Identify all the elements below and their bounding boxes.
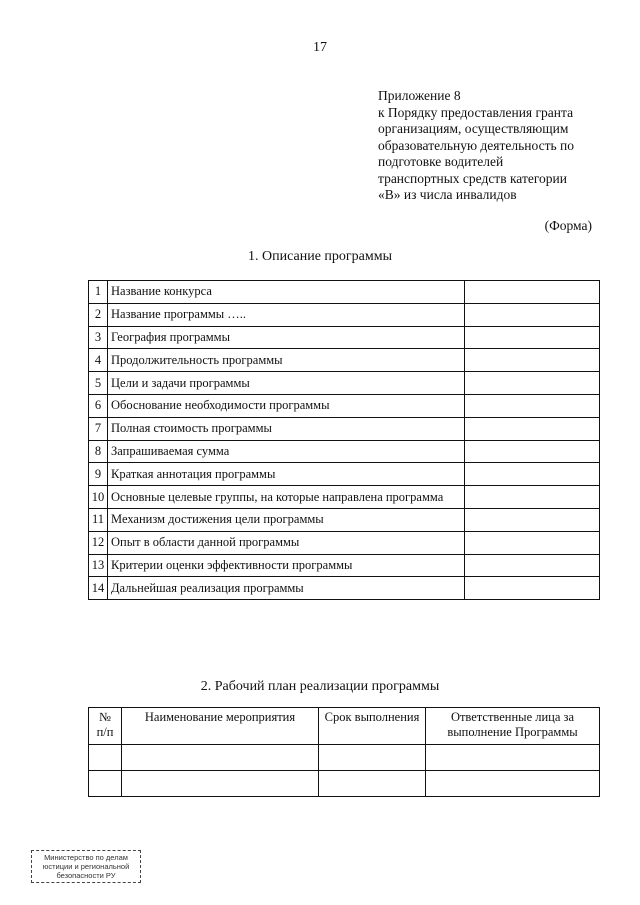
header-responsible	[426, 708, 600, 745]
table-row	[89, 486, 600, 509]
appendix-block	[378, 88, 608, 204]
row-label: Обоснование необходимости программы	[108, 394, 465, 417]
header-number-line1: №	[99, 710, 111, 724]
section-title-description: 1. Описание программы	[248, 249, 392, 264]
header-number-line2: п/п	[96, 725, 114, 739]
row-number: 1	[89, 281, 108, 304]
row-number: 13	[89, 554, 108, 577]
cell-responsible[interactable]	[426, 771, 600, 797]
row-value-cell[interactable]	[465, 303, 600, 326]
row-number: 9	[89, 463, 108, 486]
row-value-cell[interactable]	[465, 417, 600, 440]
row-label: Критерии оценки эффективности программы	[108, 554, 465, 577]
row-label: Полная стоимость программы	[108, 417, 465, 440]
table-row	[89, 440, 600, 463]
row-value-cell[interactable]	[465, 463, 600, 486]
row-label: География программы	[108, 326, 465, 349]
header-responsible-line1: Ответственные лица за	[450, 710, 575, 724]
cell-number[interactable]	[89, 771, 122, 797]
section-title-work-plan: 2. Рабочий план реализации программы	[200, 679, 440, 694]
row-label: Запрашиваемая сумма	[108, 440, 465, 463]
stamp-line: безопасности РУ	[56, 871, 116, 880]
row-label: Дальнейшая реализация программы	[108, 577, 465, 600]
header-activity-name: Наименование мероприятия	[122, 708, 319, 745]
row-number: 14	[89, 577, 108, 600]
row-value-cell[interactable]	[465, 554, 600, 577]
table-row	[89, 281, 600, 304]
table-row	[89, 771, 600, 797]
table-row	[89, 745, 600, 771]
row-value-cell[interactable]	[465, 486, 600, 509]
row-value-cell[interactable]	[465, 577, 600, 600]
header-number	[89, 708, 122, 745]
page-number: 17	[313, 40, 327, 55]
cell-deadline[interactable]	[319, 771, 426, 797]
row-label: Название конкурса	[108, 281, 465, 304]
cell-activity-name[interactable]	[122, 771, 319, 797]
row-number: 4	[89, 349, 108, 372]
appendix-line: Приложение 8	[378, 88, 461, 103]
table-row	[89, 326, 600, 349]
row-label: Краткая аннотация программы	[108, 463, 465, 486]
header-responsible-line2: выполнение Программы	[447, 725, 578, 739]
row-label: Название программы …..	[108, 303, 465, 326]
appendix-line: к Порядку предоставления гранта	[378, 104, 574, 120]
table-header-row	[89, 708, 600, 745]
program-description-table	[88, 280, 600, 600]
table-row	[89, 372, 600, 395]
table-row	[89, 577, 600, 600]
row-label: Основные целевые группы, на которые направлена программа	[108, 486, 465, 509]
row-number: 7	[89, 417, 108, 440]
row-number: 3	[89, 326, 108, 349]
table-row	[89, 531, 600, 554]
row-number: 10	[89, 486, 108, 509]
row-value-cell[interactable]	[465, 394, 600, 417]
row-number: 5	[89, 372, 108, 395]
cell-responsible[interactable]	[426, 745, 600, 771]
header-deadline: Срок выполнения	[319, 708, 426, 745]
form-label: (Форма)	[544, 218, 592, 233]
row-label: Цели и задачи программы	[108, 372, 465, 395]
table-row	[89, 349, 600, 372]
row-label: Механизм достижения цели программы	[108, 508, 465, 531]
appendix-line: транспортных средств категории	[378, 170, 567, 186]
cell-deadline[interactable]	[319, 745, 426, 771]
row-number: 2	[89, 303, 108, 326]
row-number: 6	[89, 394, 108, 417]
table-row	[89, 394, 600, 417]
table-row	[89, 463, 600, 486]
appendix-line: образовательную деятельность по	[378, 137, 574, 153]
table-row	[89, 508, 600, 531]
row-value-cell[interactable]	[465, 440, 600, 463]
work-plan-table	[88, 707, 600, 797]
table-row	[89, 303, 600, 326]
row-label: Опыт в области данной программы	[108, 531, 465, 554]
row-value-cell[interactable]	[465, 508, 600, 531]
row-value-cell[interactable]	[465, 326, 600, 349]
cell-number[interactable]	[89, 745, 122, 771]
table-row	[89, 417, 600, 440]
registration-stamp	[31, 850, 141, 883]
row-label: Продолжительность программы	[108, 349, 465, 372]
stamp-line: Министерство по делам	[44, 853, 128, 862]
stamp-line: юстиции и региональной	[42, 862, 130, 871]
appendix-line: подготовке водителей	[378, 154, 504, 169]
row-number: 8	[89, 440, 108, 463]
row-value-cell[interactable]	[465, 349, 600, 372]
row-value-cell[interactable]	[465, 281, 600, 304]
appendix-line: организациям, осуществляющим	[378, 121, 569, 136]
row-value-cell[interactable]	[465, 531, 600, 554]
table-row	[89, 554, 600, 577]
row-number: 11	[89, 508, 108, 531]
appendix-line: «В» из числа инвалидов	[378, 187, 517, 202]
row-value-cell[interactable]	[465, 372, 600, 395]
cell-activity-name[interactable]	[122, 745, 319, 771]
row-number: 12	[89, 531, 108, 554]
